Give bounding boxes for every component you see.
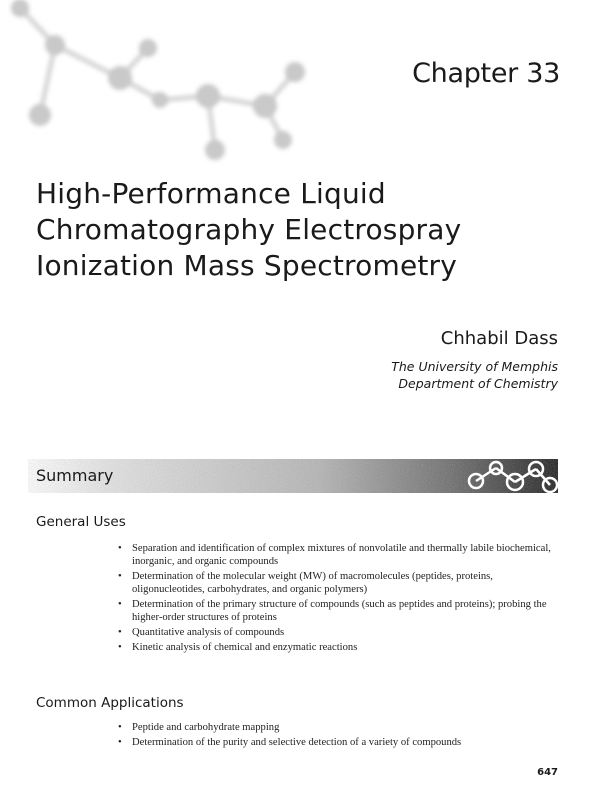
list-item: • Separation and identification of complex mixtures of nonvolatile and thermally labile biochemical, inorganic, and organic compounds <box>114 542 554 568</box>
list-item: • Peptide and carbohydrate mapping <box>114 721 554 734</box>
affiliation-department: Department of Chemistry <box>398 376 558 391</box>
general-uses-list <box>114 542 554 656</box>
chapter-title-line: Chromatography Electrospray <box>36 213 462 246</box>
common-applications-heading: Common Applications <box>36 695 184 711</box>
list-item: • Quantitative analysis of compounds <box>114 626 554 639</box>
list-item: • Kinetic analysis of chemical and enzymatic reactions <box>114 641 554 654</box>
list-item: • Determination of the primary structure of compounds (such as peptides and proteins); probing the higher-order structures of proteins <box>114 598 554 624</box>
author-name: Chhabil Dass <box>440 328 558 349</box>
chapter-number: Chapter 33 <box>412 58 560 89</box>
general-uses-heading: General Uses <box>36 514 126 530</box>
list-item: • Determination of the purity and selective detection of a variety of compounds <box>114 736 554 749</box>
author-affiliation <box>391 358 558 392</box>
summary-heading: Summary <box>36 466 114 485</box>
common-applications-list <box>114 721 554 751</box>
molecule-graphic <box>0 0 340 175</box>
list-item: • Determination of the molecular weight (MW) of macromolecules (peptides, proteins, oligonucleotides, carbohydrates, and organic polymers) <box>114 570 554 596</box>
chapter-title-line: High-Performance Liquid <box>36 177 386 210</box>
page-number: 647 <box>537 767 558 778</box>
chapter-title <box>36 176 576 284</box>
affiliation-university: The University of Memphis <box>391 359 558 374</box>
chapter-title-line: Ionization Mass Spectrometry <box>36 249 458 282</box>
